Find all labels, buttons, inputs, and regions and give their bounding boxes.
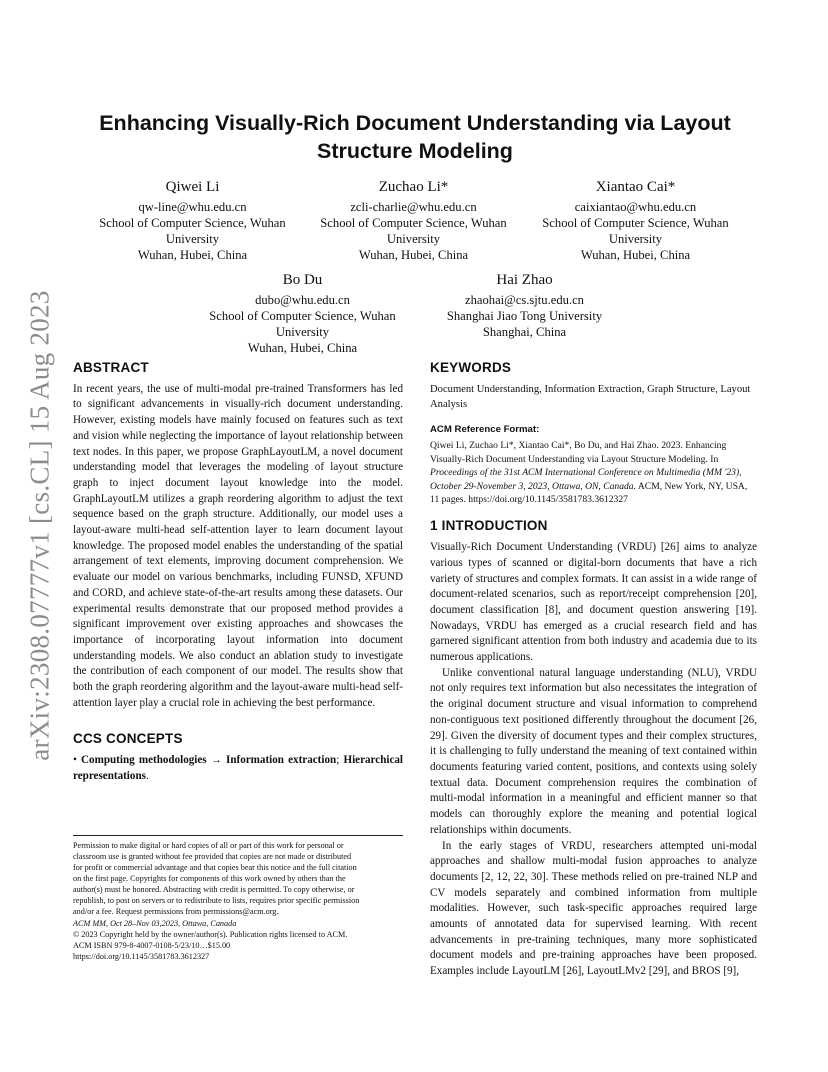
author-affiliation: University: [608, 232, 663, 246]
footnote: [73, 840, 403, 962]
abstract-heading: ABSTRACT: [73, 360, 149, 375]
author-affiliation: School of Computer Science, Wuhan: [320, 216, 507, 230]
author-email: qw-line@whu.edu.cn: [138, 200, 247, 214]
author-block-3: [523, 177, 748, 263]
author-block-5: [412, 270, 637, 340]
author-location: Wuhan, Hubei, China: [580, 248, 691, 262]
footnote-venue: ACM MM, Oct 28–Nov 03,2023, Ottawa, Canada: [73, 919, 237, 928]
intro-paragraph-2: Unlike conventional natural language understanding (NLU), VRDU not only requires text information but also necessitates the integration of the original document structure and visual information to comprehend non-contiguous text positioned differently throughout the document [26, 29]. Given the diversity of document types and their complex structures, it is challenging to fully understand the meaning of text contained within documents featuring varied content, positions, and contexts using solely textual data. Document comprehension requires the combination of multi-modal information in a meaningful and efficient manner so that models can thoroughly explore the meaning and potential logical relationships within documents.: [430, 666, 757, 836]
footnote-line: republish, to post on servers or to redistribute to lists, requires prior specific permission: [73, 896, 360, 905]
arxiv-id: arXiv:2308.07777v1 [cs.CL] 15 Aug 2023: [24, 289, 55, 761]
author-name: Xiantao Cai*: [595, 179, 676, 195]
author-location: Wuhan, Hubei, China: [358, 248, 469, 262]
acm-ref-authors: Qiwei Li, Zuchao Li*, Xiantao Cai*, Bo Du, and Hai Zhao. 2023. Enhancing Visually-Rich Document Understanding via Layout Structure Modeling. In: [430, 440, 727, 465]
footnote-divider: [73, 835, 403, 836]
acm-ref-heading: ACM Reference Format:: [430, 423, 540, 435]
author-affiliation: University: [275, 325, 330, 339]
footnote-doi: https://doi.org/10.1145/3581783.3612327: [73, 952, 210, 961]
author-email: zhaohai@cs.sjtu.edu.cn: [465, 293, 584, 307]
ccs-text: [73, 753, 403, 784]
ccs-end: .: [145, 769, 149, 782]
footnote-line: and/or a fee. Request permissions from permissions@acm.org.: [73, 907, 279, 916]
right-column: [430, 360, 757, 980]
intro-heading: 1 INTRODUCTION: [430, 518, 548, 534]
abstract-text: In recent years, the use of multi-modal pre-trained Transformers has led to significant advancements in visually-rich document understanding. However, existing models have mainly focused on features such as text and vision while neglecting the importance of layout relationship between text nodes. In this paper, we propose GraphLayoutLM, a novel document understanding model that leverages the modeling of layout structure graph to inject document layout knowledge into the model. GraphLayoutLM utilizes a graph reordering algorithm to adjust the text sequence based on the graph structure. Additionally, our model uses a layout-aware multi-head self-attention layer to learn document layout knowledge. The proposed model enables the understanding of the spatial arrangement of text elements, improving document comprehension. We evaluate our model on various benchmarks, including FUNSD, XFUND and CORD, and achieve state-of-the-art results among these datasets. Our experimental results demonstrate that our proposed method provides a significant improvement over existing approaches and showcases the importance of incorporating layout information into document understanding models. We also conduct an ablation study to investigate the contribution of each component of our model. The results show that both the graph reordering algorithm and the layout-aware multi-head self-attention layer play a crucial role in achieving the best performance.: [73, 382, 403, 709]
acm-ref-rest: ACM, New York, NY, USA, 11 pages. https://doi.org/10.1145/3581783.3612327: [430, 480, 748, 506]
author-location: Wuhan, Hubei, China: [137, 248, 248, 262]
footnote-isbn: ACM ISBN 979-8-4007-0108-5/23/10…$15.00: [73, 941, 231, 950]
footnote-line: Permission to make digital or hard copies of all or part of this work for personal or: [73, 841, 344, 850]
ccs-concept: Computing methodologies → Information extraction: [81, 754, 337, 767]
author-name: Qiwei Li: [165, 179, 220, 195]
ccs-separator: ;: [336, 754, 344, 767]
author-email: dubo@whu.edu.cn: [255, 293, 350, 307]
author-block-4: [190, 270, 415, 356]
author-affiliation: School of Computer Science, Wuhan: [99, 216, 286, 230]
author-location: Wuhan, Hubei, China: [247, 341, 358, 355]
author-block-2: [301, 177, 526, 263]
keywords-heading: KEYWORDS: [430, 360, 512, 375]
footnote-line: on the first page. Copyrights for components of this work owned by others than the: [73, 874, 346, 883]
author-email: caixiantao@whu.edu.cn: [574, 200, 697, 214]
author-affiliation: University: [165, 232, 220, 246]
footnote-copyright: © 2023 Copyright held by the owner/author(s). Publication rights licensed to ACM.: [73, 930, 348, 939]
footnote-line: classroom use is granted without fee provided that copies are not made or distributed: [73, 852, 352, 861]
author-name: Zuchao Li*: [378, 179, 449, 195]
author-block-1: [80, 177, 305, 263]
acm-ref-venue: Proceedings of the 31st ACM International Conference on Multimedia (MM '23), October 29-November 3, 2023, Ottawa, ON, Canada.: [430, 467, 742, 492]
intro-paragraph-3: In the early stages of VRDU, researchers attempted uni-modal approaches and shallow multi-modal fusion approaches to analyze documents [2, 12, 22, 30]. These methods relied on pre-trained NLP and CV models separately and combined information from multiple modalities. However, such task-specific approaches required large amounts of annotated data for supervised learning. With recent advancements in pre-training techniques, many more sophisticated document models and pre-training approaches have been proposed. Examples include LayoutLM [26], LayoutLMv2 [29], and BROS [9],: [430, 839, 757, 978]
author-affiliation: School of Computer Science, Wuhan: [209, 309, 396, 323]
ccs-bullet: •: [73, 754, 82, 767]
footnote-line: for profit or commercial advantage and that copies bear this notice and the full citation: [73, 863, 357, 872]
author-affiliation: University: [386, 232, 441, 246]
footnote-line: author(s) must be honored. Abstracting with credit is permitted. To copy otherwise, or: [73, 885, 355, 894]
author-email: zcli-charlie@whu.edu.cn: [350, 200, 477, 214]
author-name: Hai Zhao: [496, 272, 553, 288]
keywords-text: Document Understanding, Information Extraction, Graph Structure, Layout Analysis: [430, 383, 751, 410]
acm-ref-text: [430, 439, 757, 506]
author-affiliation: School of Computer Science, Wuhan: [542, 216, 729, 230]
ccs-heading: CCS CONCEPTS: [73, 731, 183, 747]
left-column: [73, 360, 403, 785]
author-name: Bo Du: [282, 272, 323, 288]
arxiv-stamp: [18, 290, 62, 760]
author-affiliation: Shanghai Jiao Tong University: [446, 309, 603, 323]
paper-title: Enhancing Visually-Rich Document Understanding via Layout Structure Modeling: [99, 111, 731, 163]
intro-paragraph-1: Visually-Rich Document Understanding (VRDU) [26] aims to analyze various types of scanned or digital-born documents that have a rich variety of structures and complex formats. It can assist in a wide range of document-related scenarios, such as report/receipt comprehension [20], document classification [8], and document question answering [19]. Nowadays, VRDU has emerged as a crucial research field and has garnered significant attention from both industry and academia due to its numerous applications.: [430, 541, 757, 664]
author-affiliation: Shanghai, China: [482, 325, 567, 339]
ccs-concept: Hierarchical representations: [73, 754, 403, 782]
